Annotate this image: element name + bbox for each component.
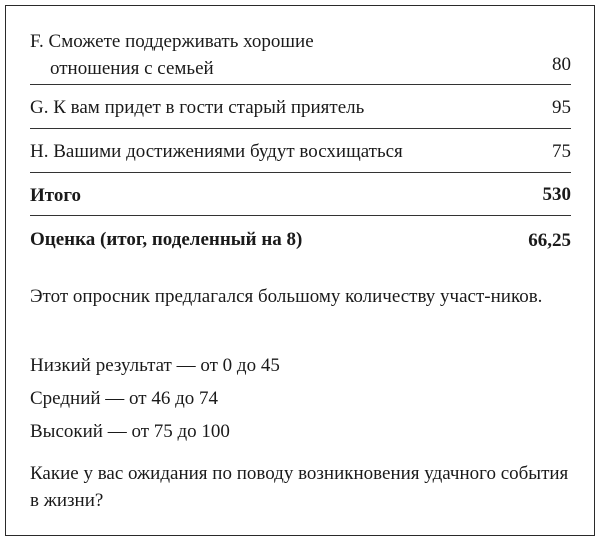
row-value: 80	[552, 54, 571, 75]
table-row	[30, 129, 571, 173]
total-row	[30, 173, 571, 216]
total-value: 530	[542, 184, 571, 205]
score-value: 66,25	[528, 230, 571, 251]
row-label: G. К вам придет в гости старый приятель	[30, 97, 365, 118]
mid-result-line: Средний — от 46 до 74	[30, 388, 218, 409]
score-label: Оценка (итог, поделенный на 8)	[30, 229, 303, 250]
table-row	[30, 85, 571, 129]
score-table	[30, 24, 571, 260]
low-result-line: Низкий результат — от 0 до 45	[30, 355, 280, 376]
table-row	[30, 24, 571, 85]
high-result-line: Высокий — от 75 до 100	[30, 421, 230, 442]
row-label	[30, 28, 571, 82]
intro-paragraph: Этот опросник предлагался большому количеству участ-ников.	[30, 286, 543, 307]
question-paragraph: Какие у вас ожидания по поводу возникновения удачного события в жизни?	[30, 463, 569, 511]
score-row	[30, 216, 571, 260]
row-label-continuation: отношения с семьей	[50, 58, 214, 79]
row-label: H. Вашими достижениями будут восхищаться	[30, 141, 403, 162]
row-label-line: F. Сможете поддерживать хорошие	[30, 31, 314, 52]
total-label: Итого	[30, 185, 82, 206]
row-value: 95	[552, 97, 571, 118]
row-value: 75	[552, 141, 571, 162]
